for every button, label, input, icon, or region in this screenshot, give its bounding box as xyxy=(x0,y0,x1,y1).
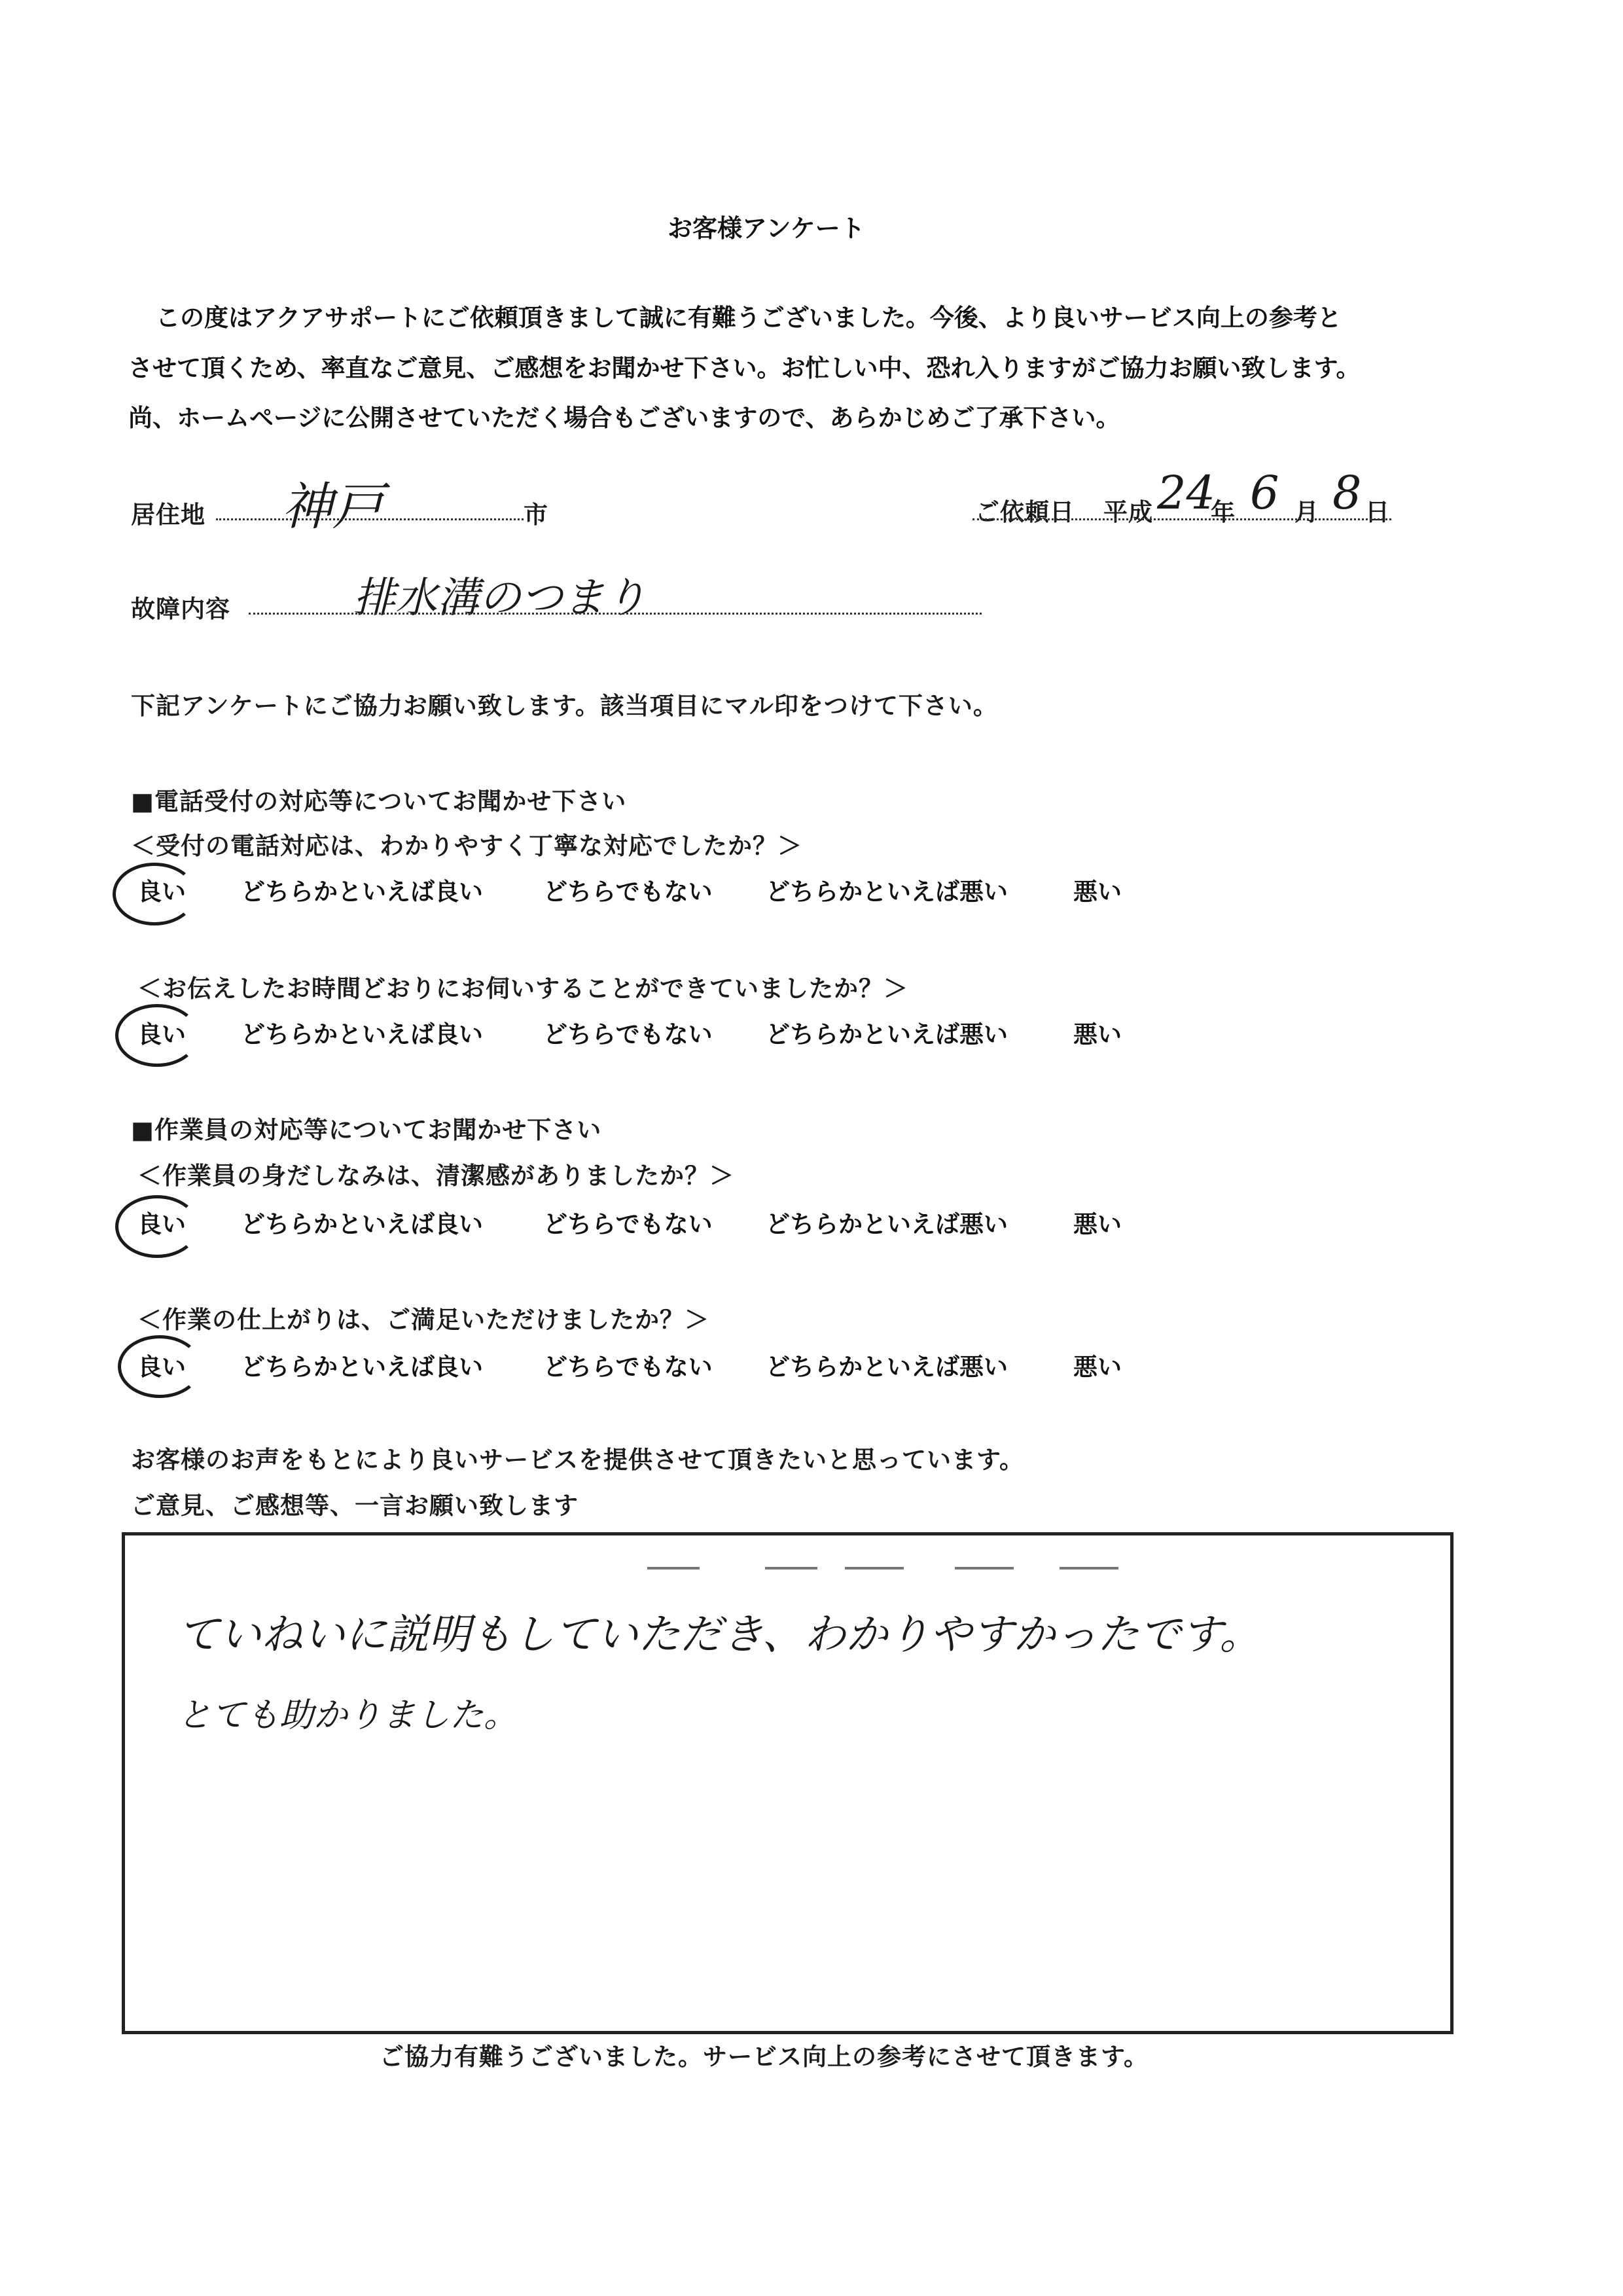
problem-underline xyxy=(249,613,982,615)
options-row-4 xyxy=(131,1347,1191,1386)
request-date-underline xyxy=(972,518,1391,520)
request-date-month-unit: 月 xyxy=(1294,498,1319,526)
guide-dash xyxy=(765,1567,817,1570)
question-2: ＜お伝えしたお時間どおりにお伺いすることができていましたか？＞ xyxy=(137,975,908,1003)
option-neutral[interactable]: どちらでもない xyxy=(543,1210,713,1238)
option-somewhat-bad[interactable]: どちらかといえば悪い xyxy=(766,1020,1008,1049)
instruction: 下記アンケートにご協力お願い致します。該当項目にマル印をつけて下さい。 xyxy=(131,692,998,720)
intro-line-1: この度はアクアサポートにご依頼頂きまして誠に有難うございました。今後、より良いサービス向上の参考と xyxy=(156,304,1342,332)
request-date-day: 8 xyxy=(1332,466,1362,520)
intro-line-2: させて頂くため、率直なご意見、ご感想をお聞かせ下さい。お忙しい中、恐れ入りますがご協力お願い致します。 xyxy=(128,354,1361,382)
comment-line-1: ていねいに説明もしていただき、わかりやすかったです。 xyxy=(177,1611,1262,1659)
problem-value: 排水溝のつまり xyxy=(353,574,647,622)
option-neutral[interactable]: どちらでもない xyxy=(543,878,713,906)
option-neutral[interactable]: どちらでもない xyxy=(543,1353,713,1381)
selection-circle xyxy=(115,1195,199,1258)
option-good[interactable]: 良い xyxy=(137,1353,186,1381)
option-somewhat-bad[interactable]: どちらかといえば悪い xyxy=(766,1210,1008,1238)
option-somewhat-bad[interactable]: どちらかといえば悪い xyxy=(766,878,1008,906)
guide-dash xyxy=(955,1567,1014,1570)
option-neutral[interactable]: どちらでもない xyxy=(543,1020,713,1049)
residence-value: 神戸 xyxy=(281,478,384,537)
selection-circle xyxy=(113,863,196,925)
guide-dash xyxy=(647,1567,700,1570)
option-somewhat-good[interactable]: どちらかといえば良い xyxy=(241,878,483,906)
comments-intro-line-2: ご意見、ご感想等、一言お願い致します xyxy=(131,1492,579,1520)
options-row-3 xyxy=(131,1204,1191,1244)
request-date-year: 24 xyxy=(1157,466,1216,520)
guide-dash xyxy=(1060,1567,1118,1570)
guide-dash xyxy=(845,1567,904,1570)
selection-circle xyxy=(118,1335,202,1398)
option-bad[interactable]: 悪い xyxy=(1073,1020,1122,1049)
section-heading-worker: ■作業員の対応等についてお聞かせ下さい xyxy=(131,1116,602,1144)
option-somewhat-good[interactable]: どちらかといえば良い xyxy=(241,1020,483,1049)
question-3: ＜作業員の身だしなみは、清潔感がありましたか？＞ xyxy=(137,1162,734,1190)
option-good[interactable]: 良い xyxy=(137,878,186,906)
request-date-era: 平成 xyxy=(1103,498,1153,526)
option-good[interactable]: 良い xyxy=(137,1020,186,1049)
options-row-1 xyxy=(131,872,1191,911)
question-4: ＜作業の仕上がりは、ご満足いただけましたか？＞ xyxy=(137,1306,709,1334)
section-heading-phone: ■電話受付の対応等についてお聞かせ下さい xyxy=(131,787,627,816)
request-date-month: 6 xyxy=(1250,466,1279,520)
comments-box[interactable] xyxy=(122,1532,1454,2034)
request-date-day-unit: 日 xyxy=(1365,498,1390,526)
option-bad[interactable]: 悪い xyxy=(1073,878,1122,906)
request-date-year-unit: 年 xyxy=(1211,498,1236,526)
footer-thanks: ご協力有難うございました。サービス向上の参考にさせて頂きます。 xyxy=(380,2043,1149,2071)
option-bad[interactable]: 悪い xyxy=(1073,1210,1122,1238)
page-title: お客様アンケート xyxy=(668,214,865,243)
comments-intro-line-1: お客様のお声をもとにより良いサービスを提供させて頂きたいと思っています。 xyxy=(131,1446,1025,1474)
option-somewhat-good[interactable]: どちらかといえば良い xyxy=(241,1210,483,1238)
comment-line-2: とても助かりました。 xyxy=(177,1696,518,1735)
option-somewhat-bad[interactable]: どちらかといえば悪い xyxy=(766,1353,1008,1381)
selection-circle xyxy=(115,1004,199,1067)
residence-label: 居住地 xyxy=(131,501,205,529)
option-bad[interactable]: 悪い xyxy=(1073,1353,1122,1381)
residence-suffix: 市 xyxy=(524,501,548,529)
intro-line-3: 尚、ホームページに公開させていただく場合もございますので、あらかじめご了承下さい。 xyxy=(128,404,1120,432)
request-date-label: ご依頼日 xyxy=(975,498,1075,526)
option-somewhat-good[interactable]: どちらかといえば良い xyxy=(241,1353,483,1381)
problem-label: 故障内容 xyxy=(131,595,230,623)
option-good[interactable]: 良い xyxy=(137,1210,186,1238)
question-1: ＜受付の電話対応は、わかりやすく丁寧な対応でしたか？＞ xyxy=(131,832,802,860)
options-row-2 xyxy=(131,1014,1191,1054)
